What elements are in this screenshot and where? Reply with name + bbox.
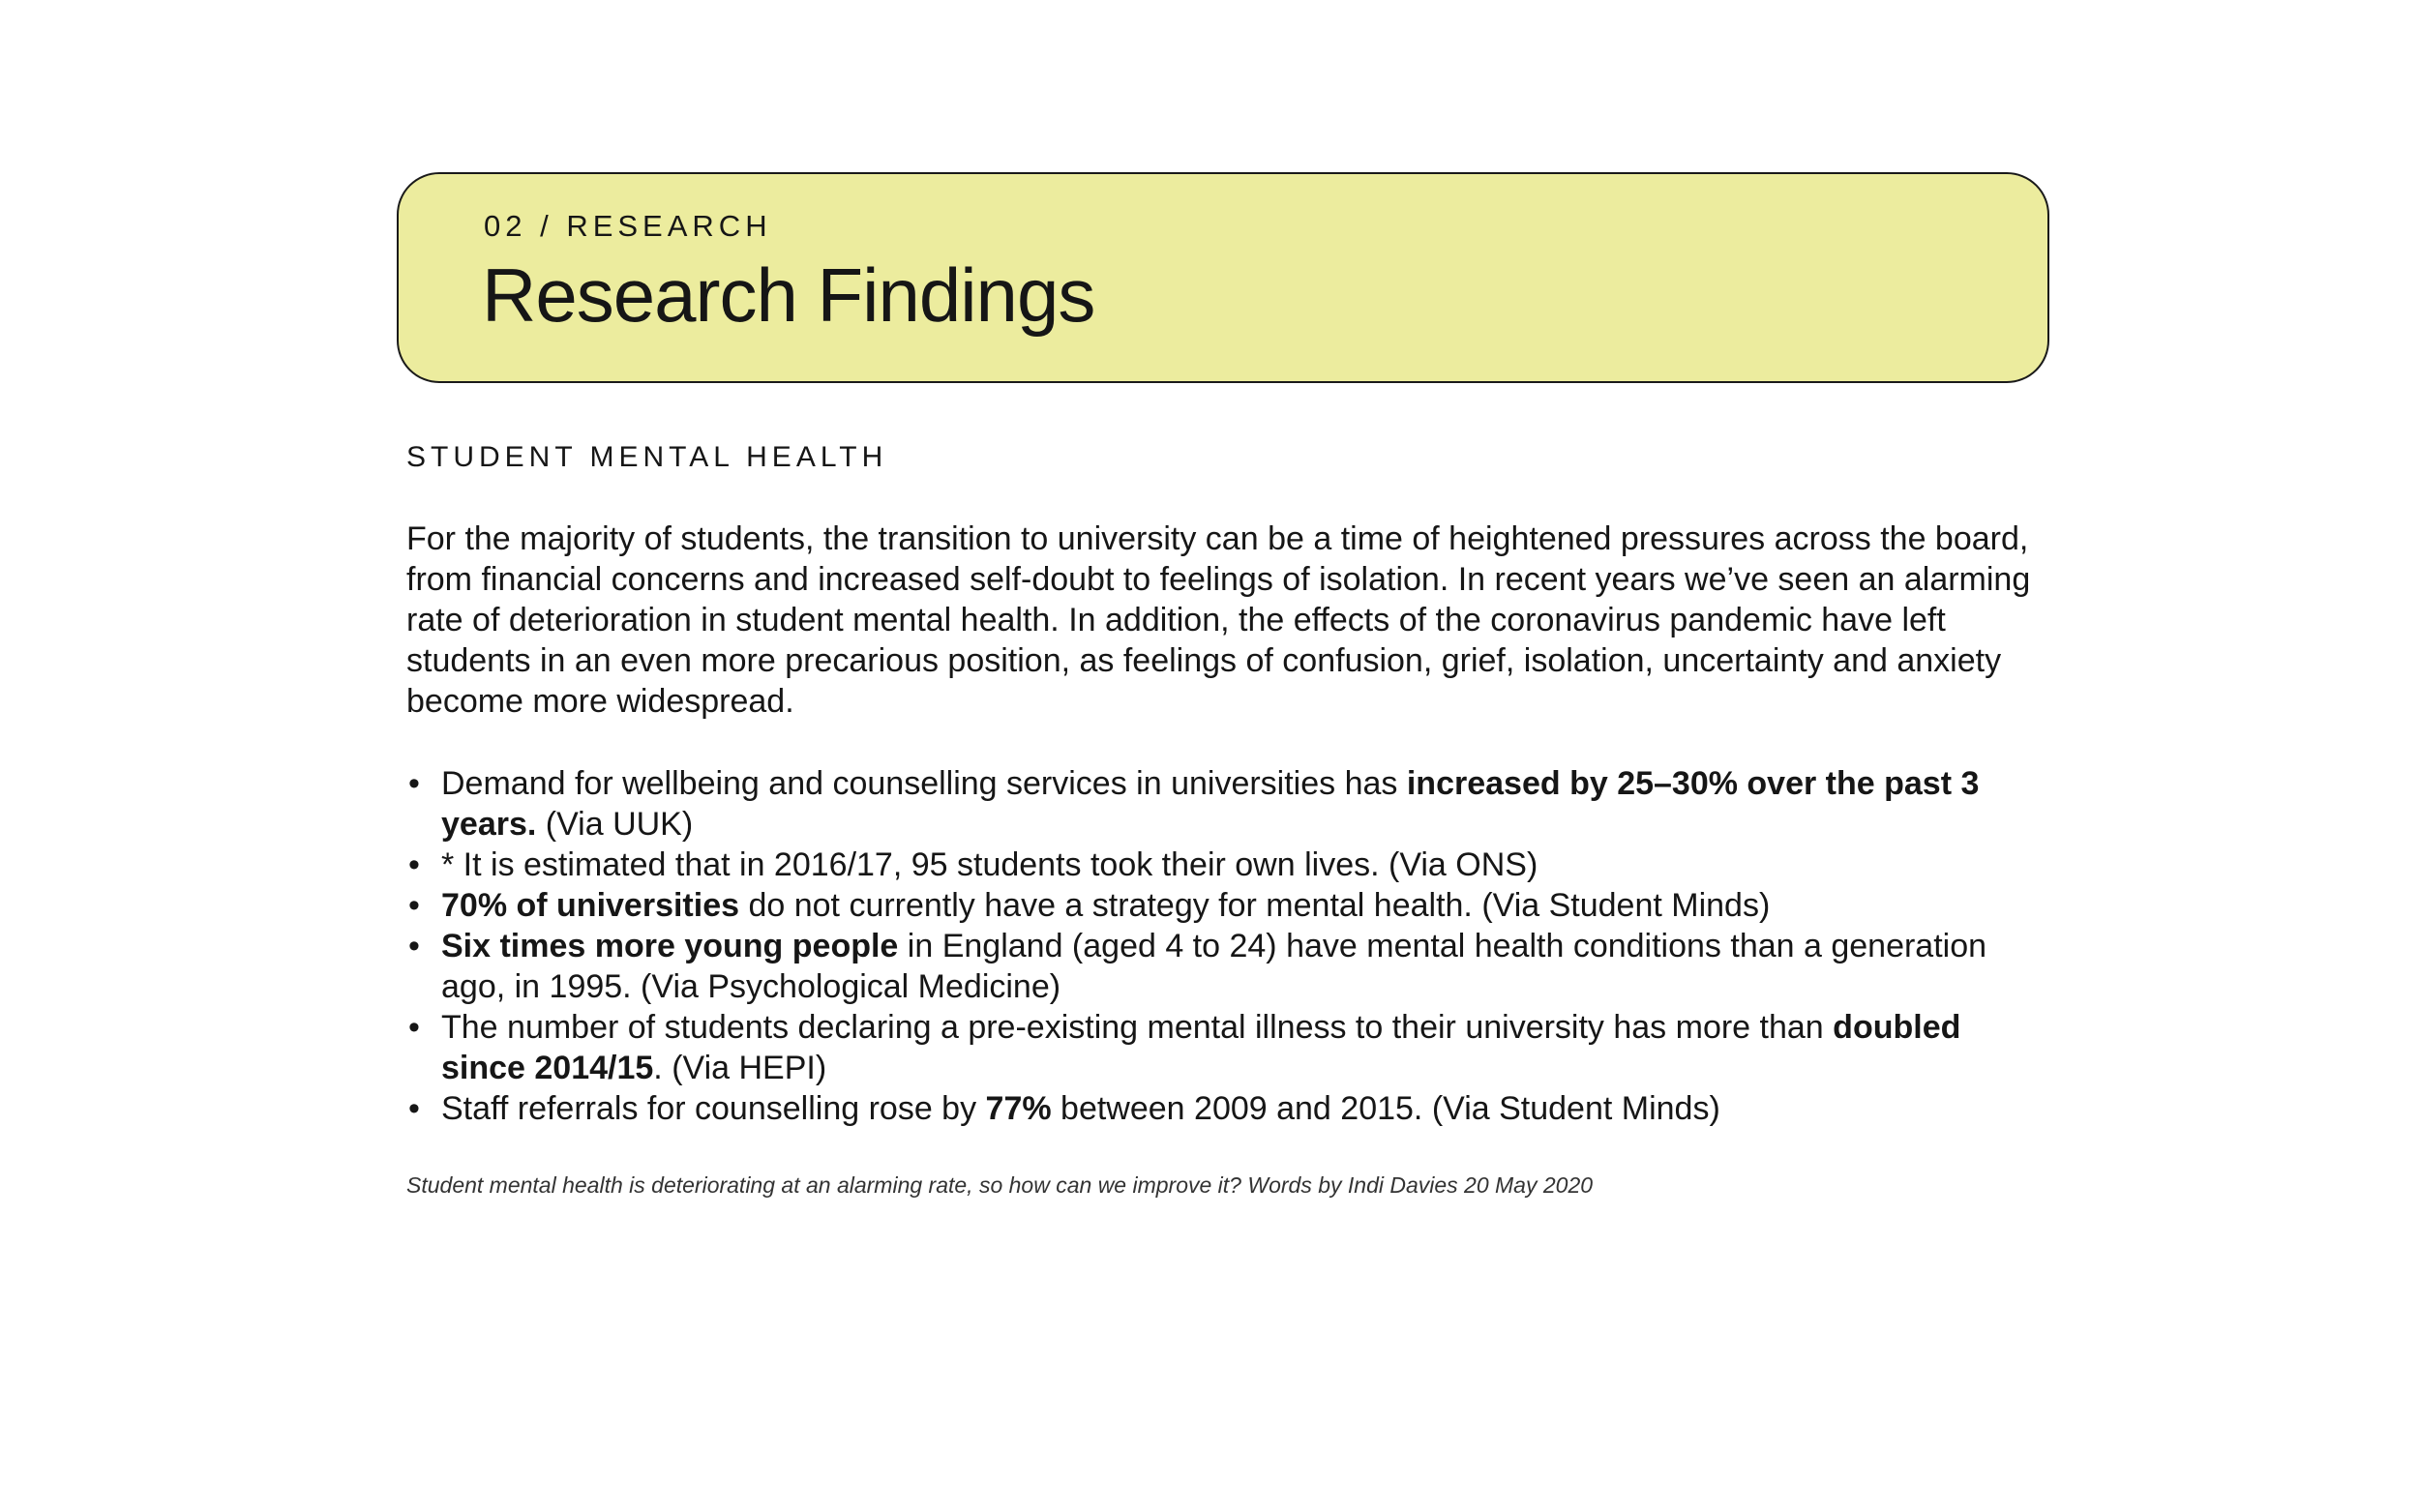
source-citation: Student mental health is deteriorating at an alarming rate, so how can we improve it? Words by Indi Davies 20 May 2020 xyxy=(406,1172,1594,1198)
list-item xyxy=(406,1007,2051,1088)
bullet-icon: • xyxy=(408,846,420,883)
intro-paragraph xyxy=(406,519,2051,722)
bullet-icon: • xyxy=(408,928,420,964)
intro-line: rate of deterioration in student mental health. In addition, the effects of the coronavirus pandemic have left xyxy=(406,602,1946,638)
stat-text: between 2009 and 2015. (Via Student Minds) xyxy=(1051,1090,1720,1127)
stat-highlight: 70% of universities xyxy=(441,887,740,924)
stat-text: do not currently have a strategy for mental health. (Via Student Minds) xyxy=(739,887,1771,924)
stat-highlight: Six times more young people xyxy=(441,928,899,964)
bullet-icon: • xyxy=(408,765,420,802)
statistics-list xyxy=(406,763,2051,1129)
section-header-card xyxy=(397,172,2049,383)
page-title: Research Findings xyxy=(482,252,1095,338)
stat-text: ago, in 1995. (Via Psychological Medicine) xyxy=(441,968,1061,1005)
bullet-icon: • xyxy=(408,887,420,924)
list-item xyxy=(406,763,2051,845)
intro-line: students in an even more precarious position, as feelings of confusion, grief, isolation, uncertainty and anxiety xyxy=(406,642,2002,679)
stat-highlight: doubled xyxy=(1833,1009,1961,1046)
bullet-icon: • xyxy=(408,1090,420,1127)
section-kicker: 02 / RESEARCH xyxy=(484,209,772,243)
stat-text: Demand for wellbeing and counselling services in universities has xyxy=(441,765,1407,802)
intro-line: become more widespread. xyxy=(406,683,794,720)
stat-text: Staff referrals for counselling rose by xyxy=(441,1090,986,1127)
stat-highlight: increased by 25–30% over the past 3 xyxy=(1406,765,1980,802)
list-item xyxy=(406,845,2051,885)
stat-source: (Via UUK) xyxy=(536,806,694,843)
list-item xyxy=(406,926,2051,1007)
stat-text: in England (aged 4 to 24) have mental health conditions than a generation xyxy=(898,928,1987,964)
intro-line: from financial concerns and increased self-doubt to feelings of isolation. In recent years we’ve seen an alarming xyxy=(406,561,2031,598)
section-subheading: STUDENT MENTAL HEALTH xyxy=(406,441,888,473)
stat-source: . (Via HEPI) xyxy=(653,1050,827,1086)
stat-text: * It is estimated that in 2016/17, 95 students took their own lives. (Via ONS) xyxy=(441,846,1538,883)
stat-text: The number of students declaring a pre-existing mental illness to their university has more than xyxy=(441,1009,1834,1046)
list-item xyxy=(406,885,2051,926)
stat-highlight: since 2014/15 xyxy=(441,1050,654,1086)
intro-line: For the majority of students, the transition to university can be a time of heightened pressures across the board, xyxy=(406,520,2029,557)
stat-highlight: 77% xyxy=(985,1090,1052,1127)
bullet-icon: • xyxy=(408,1009,420,1046)
list-item xyxy=(406,1088,2051,1129)
stat-highlight: years. xyxy=(441,806,537,843)
